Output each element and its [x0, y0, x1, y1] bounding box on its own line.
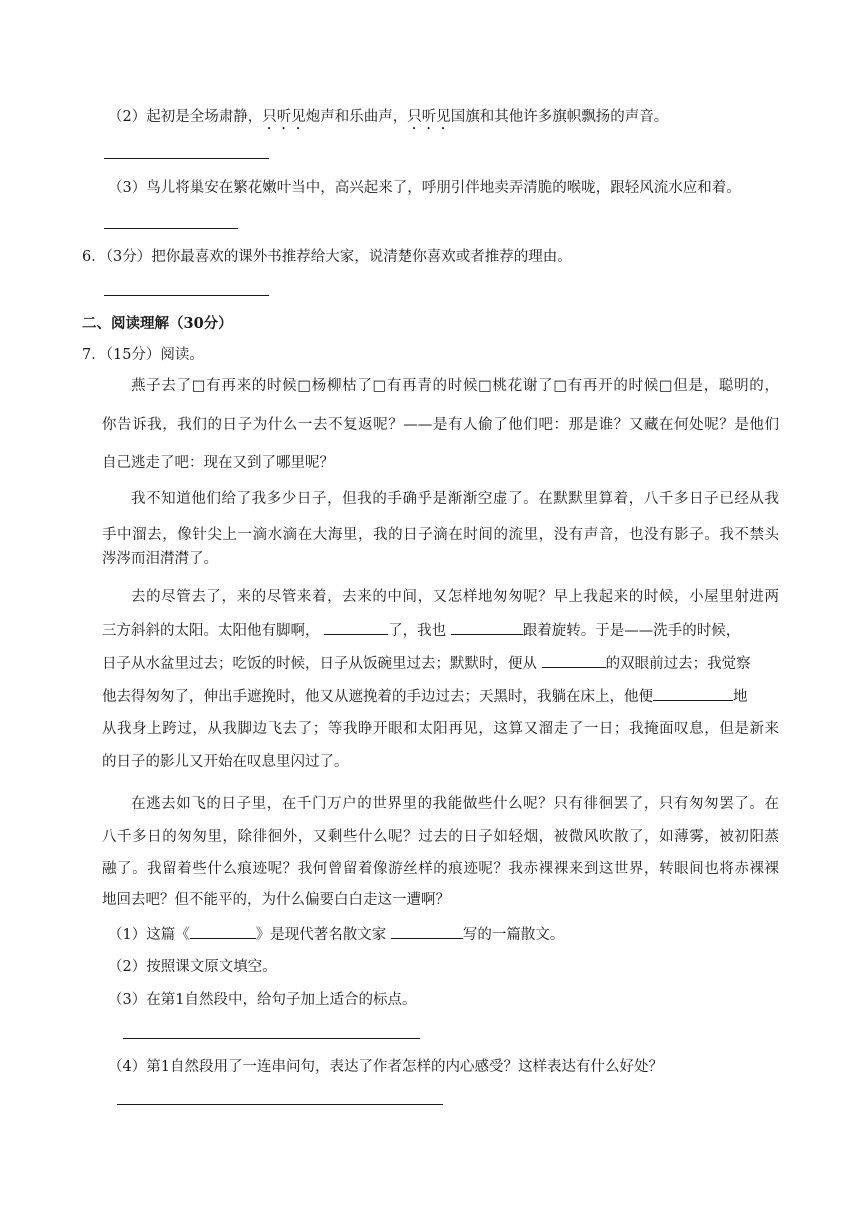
- passage-p4-line-3: 融了。我留着些什么痕迹呢？我何曾留着像游丝样的痕迹呢？我赤裸裸来到这世界，转眼间也将赤裸裸: [102, 861, 779, 877]
- sub-question-1b: 》是现代著名散文家: [255, 927, 387, 943]
- sub-question-1: [108, 924, 564, 945]
- q5-2-emphasis-1: 只听见: [262, 109, 306, 125]
- blank-3[interactable]: [542, 653, 606, 668]
- sub-question-1c: 写的一篇散文。: [462, 927, 565, 943]
- q5-2-middle: 炮声和乐曲声，: [305, 109, 408, 125]
- passage-p4-line-2: 八千多日的匆匆里，除徘徊外，又剩些什么呢？过去的日子如轻烟，被微风吹散了，如薄雾，被初阳蒸: [102, 829, 779, 845]
- passage-p3-line-3: [102, 653, 751, 674]
- q5-2-suffix: 国旗和其他许多旗帜飘扬的声音。: [450, 109, 669, 125]
- sub-question-4-answer-line[interactable]: [117, 1104, 443, 1105]
- passage-p3-line-3a: 日子从水盆里过去；吃饭的时候，日子从饭碗里过去；默默时，便从: [102, 656, 537, 672]
- q5-2-answer-line[interactable]: [104, 158, 269, 159]
- section-2-heading: 二、阅读理解（30分）: [82, 315, 233, 332]
- passage-p2-line-3: 涔涔而泪潸潸了。: [102, 551, 218, 567]
- passage-p2-line-2: 手中溜去，像针尖上一滴水滴在大海里，我的日子滴在时间的流里，没有声音，也没有影子。我不禁头: [102, 527, 779, 543]
- blank-title[interactable]: [190, 924, 256, 939]
- q5-2-prefix: （2）起初是全场肃静，: [108, 109, 263, 125]
- q6-text: 6．（3分）把你最喜欢的课外书推荐给大家，说清楚你喜欢或者推荐的理由。: [82, 249, 572, 265]
- passage-p3-line-3b: 的双眼前过去；我觉察: [605, 656, 751, 672]
- q5-2-emphasis-2: 只听见: [407, 109, 451, 125]
- sub-question-4: （4）第1自然段用了一连串问句，表达了作者怎样的内心感受？这样表达有什么好处？: [108, 1059, 663, 1075]
- passage-p3-line-6: 的日子的影儿又开始在叹息里闪过了。: [102, 754, 349, 770]
- sub-question-3-answer-line[interactable]: [123, 1038, 420, 1039]
- q6-answer-line[interactable]: [104, 295, 269, 296]
- sub-question-3: （3）在第1自然段中，给句子加上适合的标点。: [108, 992, 417, 1008]
- q7-text: 7．（15分）阅读。: [82, 347, 204, 363]
- passage-p1-line-1: 燕子去了□有再来的时候□杨柳枯了□有再青的时候□桃花谢了□有再开的时候□但是，聪明的，: [131, 378, 779, 394]
- passage-p3-line-2: [102, 620, 740, 641]
- passage-p1-line-2: 你告诉我，我们的日子为什么一去不复返呢？——是有人偷了他们吧：那是谁？又藏在何处呢？是他们: [102, 417, 779, 433]
- passage-p3-line-1: 去的尽管去了，来的尽管来着，去来的中间，又怎样地匆匆呢？早上我起来的时候，小屋里射进两: [131, 589, 779, 605]
- blank-4[interactable]: [653, 686, 733, 701]
- passage-p1-line-3: 自己逃走了吧：现在又到了哪里呢？: [102, 455, 334, 471]
- sub-question-1a: （1）这篇《: [108, 927, 190, 943]
- q5-3-answer-line[interactable]: [104, 228, 238, 229]
- blank-2[interactable]: [451, 620, 523, 635]
- passage-p2-line-1: 我不知道他们给了我多少日子，但我的手确乎是渐渐空虚了。在默默里算着，八千多日子已经从我: [131, 491, 779, 507]
- q5-3-text: （3）鸟儿将巢安在繁花嫩叶当中，高兴起来了，呼朋引伴地卖弄清脆的喉咙，跟轻风流水应和着。: [108, 180, 741, 196]
- passage-p3-line-5: 从我身上跨过，从我脚边飞去了；等我睁开眼和太阳再见，这算又溜走了一日；我掩面叹息，但是新来: [102, 721, 779, 737]
- passage-p3-line-2c: 跟着旋转。于是——洗手的时候，: [522, 623, 741, 639]
- passage-p3-line-4a: 他去得匆匆了，伸出手遮挽时，他又从遮挽着的手边过去；天黑时，我躺在床上，他便: [102, 689, 653, 705]
- q5-2-text: [108, 107, 668, 133]
- passage-p4-line-1: 在逃去如飞的日子里，在千门万户的世界里的我能做些什么呢？只有徘徊罢了，只有匆匆罢了。在: [131, 796, 779, 812]
- blank-1[interactable]: [324, 620, 388, 635]
- passage-p3-line-2a: 三方斜斜的太阳。太阳他有脚啊，: [102, 623, 320, 639]
- blank-author[interactable]: [391, 924, 463, 939]
- sub-question-2: （2）按照课文原文填空。: [108, 959, 277, 975]
- passage-p4-line-4: 地回去吧？但不能平的，为什么偏要白白走这一遭啊？: [102, 892, 450, 908]
- passage-p3-line-4: [102, 686, 748, 707]
- passage-p3-line-2b: 了，我也: [388, 623, 447, 639]
- passage-p3-line-4b: 地: [733, 689, 748, 705]
